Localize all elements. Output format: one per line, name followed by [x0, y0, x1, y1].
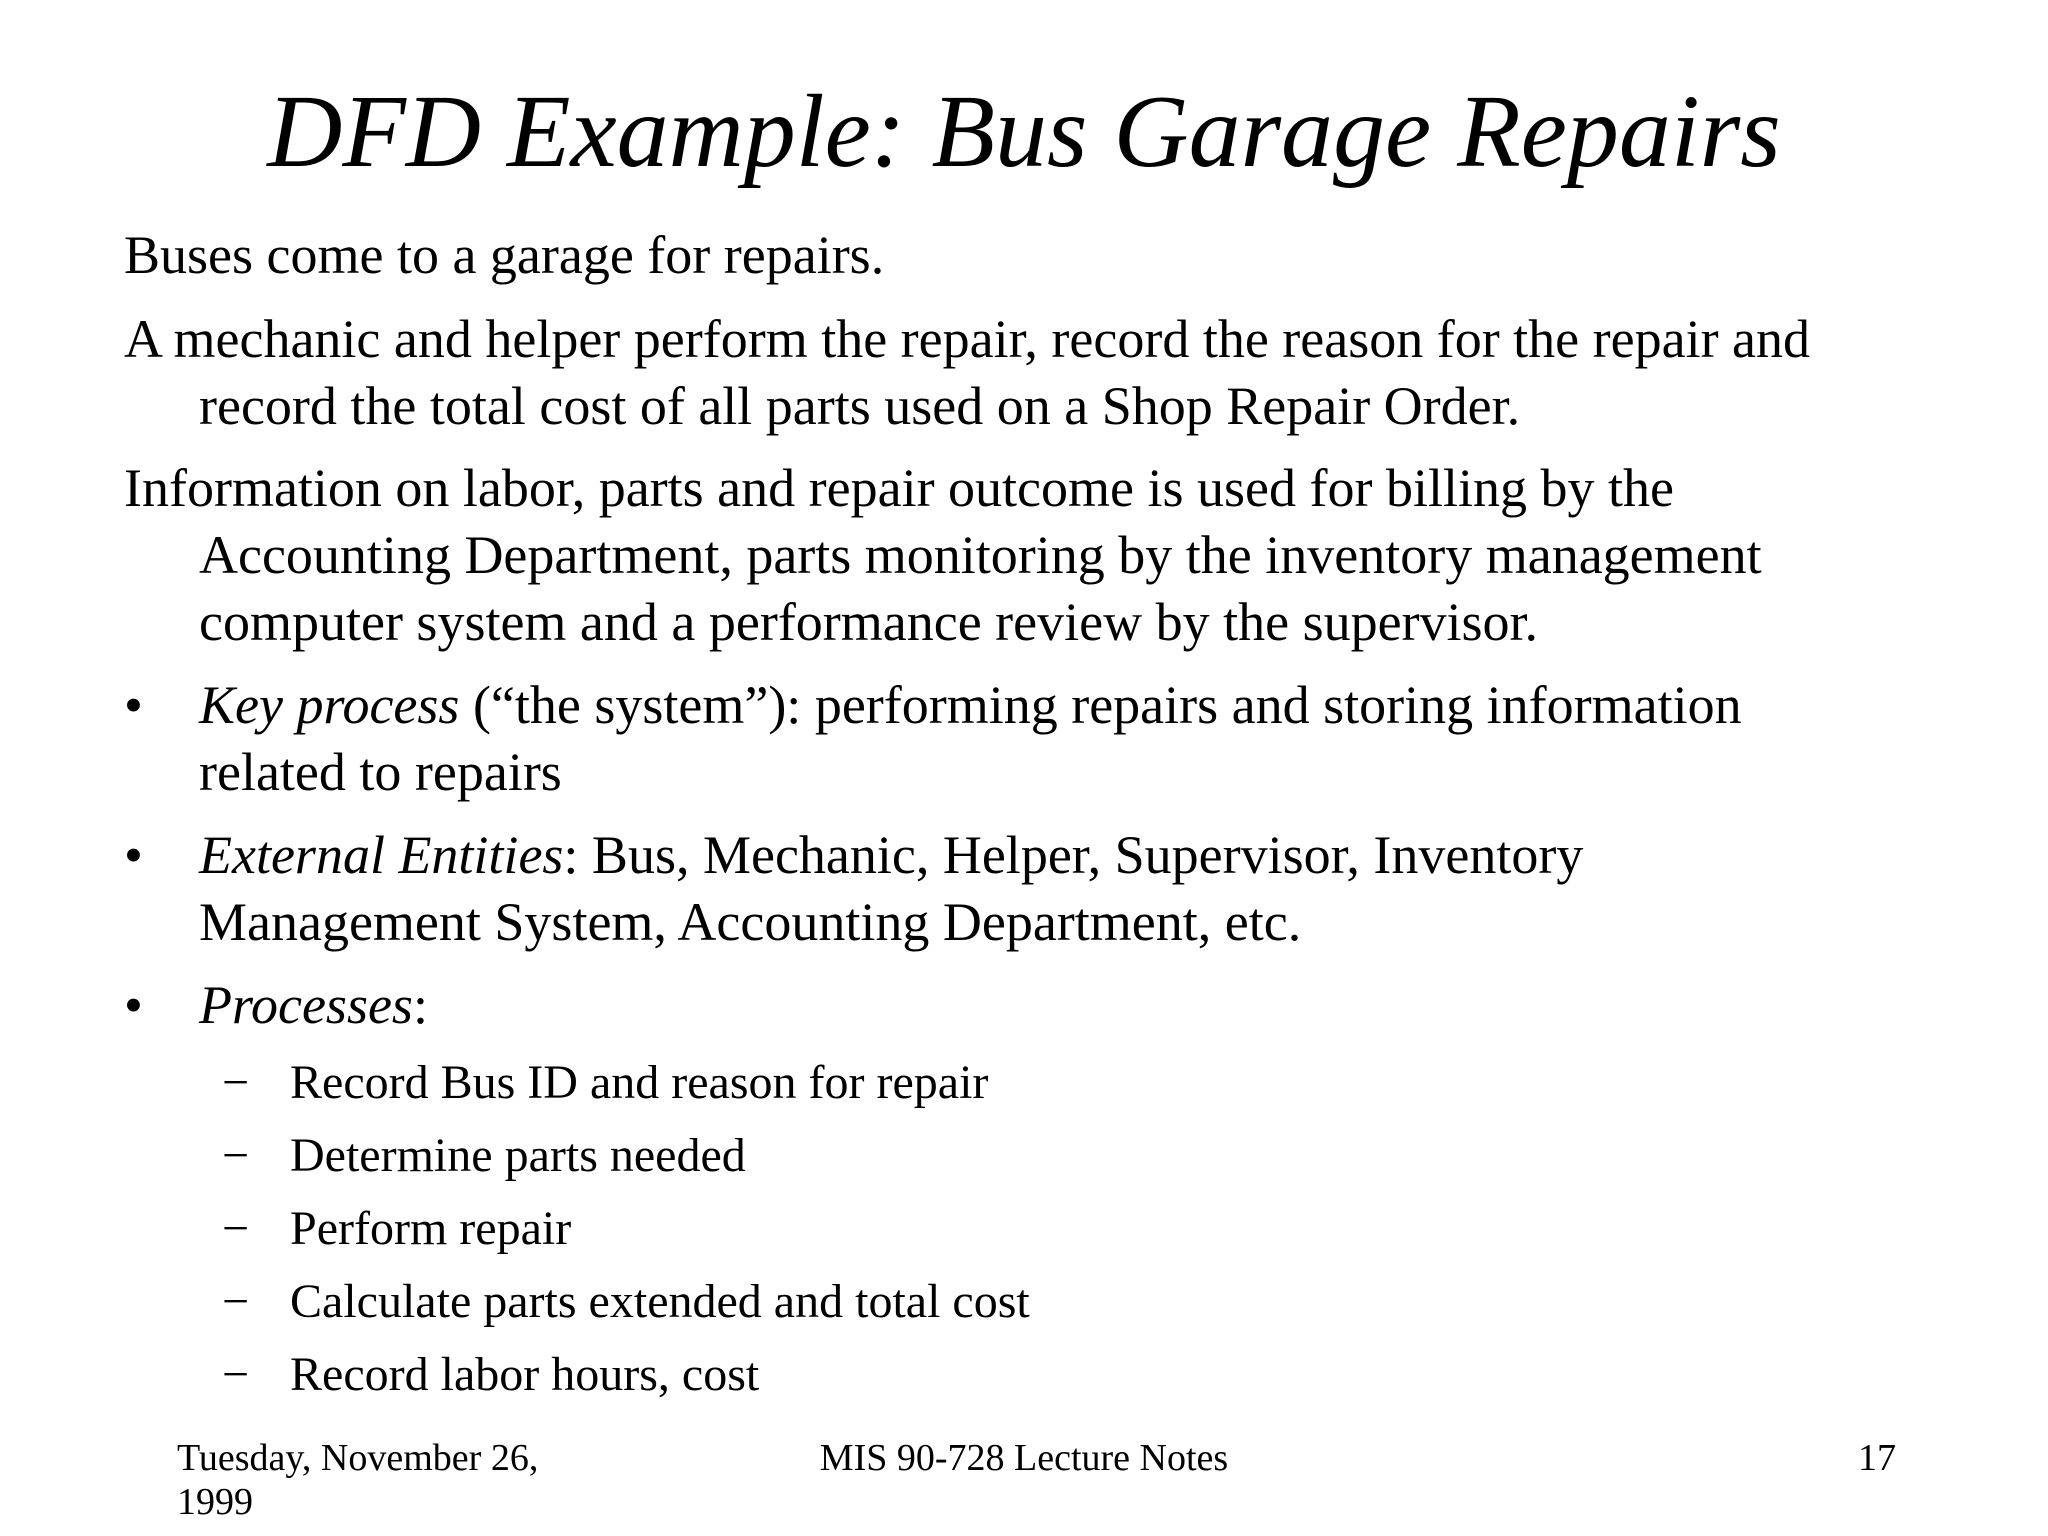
sub-item-record-bus-id — [222, 1053, 988, 1113]
dash-icon: − — [222, 1056, 250, 1109]
footer-date-line2: 1999 — [177, 1481, 253, 1523]
paragraph-line: Accounting Department, parts monitoring by the inventory management — [199, 525, 1762, 585]
slide-title: DFD Example: Bus Garage Repairs — [267, 74, 1781, 189]
bullet-icon: • — [124, 825, 143, 885]
paragraph-information-usage — [124, 455, 1944, 656]
footer-course: MIS 90-728 Lecture Notes — [819, 1437, 1229, 1479]
bullet-term: External Entities — [199, 825, 564, 885]
bullet-line1-rest: (“the system”): performing repairs and storing information — [459, 675, 1742, 735]
paragraph-buses-repairs — [124, 222, 1944, 289]
dash-icon: − — [222, 1202, 250, 1255]
footer-date-line1: Tuesday, November 26, — [177, 1437, 539, 1479]
bullet-text — [199, 822, 1944, 956]
paragraph-line: Information on labor, parts and repair outcome is used for billing by the — [124, 458, 1674, 518]
sub-item-determine-parts — [222, 1126, 746, 1186]
sub-item-record-labor — [222, 1345, 759, 1405]
bullet-line — [199, 972, 1944, 1039]
bullet-term: Processes — [199, 975, 413, 1035]
sub-item-text: Perform repair — [290, 1202, 572, 1255]
bullet-text — [199, 672, 1944, 806]
sub-item-calculate-cost — [222, 1272, 1030, 1332]
sub-item-text: Record Bus ID and reason for repair — [290, 1056, 989, 1109]
paragraph-line: computer system and a performance review by the supervisor. — [199, 592, 1539, 652]
bullet-term: Key process — [199, 675, 460, 735]
bullet-key-process — [124, 672, 1944, 806]
dash-icon: − — [222, 1129, 250, 1182]
bullet-icon: • — [124, 975, 143, 1035]
sub-item-text: Determine parts needed — [290, 1129, 746, 1182]
paragraph-line: A mechanic and helper perform the repair, record the reason for the repair and — [124, 309, 1811, 369]
paragraph-line: record the total cost of all parts used on a Shop Repair Order. — [199, 376, 1521, 436]
sub-item-perform-repair — [222, 1199, 571, 1259]
bullet-text — [199, 972, 1944, 1039]
bullet-line1-rest: : Bus, Mechanic, Helper, Supervisor, Inventory — [563, 825, 1584, 885]
bullet-line2: Management System, Accounting Department, etc. — [199, 892, 1302, 952]
page-number: 17 — [1858, 1437, 1896, 1479]
bullet-icon: • — [124, 675, 143, 735]
dash-icon: − — [222, 1275, 250, 1328]
bullet-line — [199, 672, 1944, 739]
sub-item-text: Calculate parts extended and total cost — [290, 1275, 1030, 1328]
sub-item-text: Record labor hours, cost — [290, 1348, 760, 1401]
paragraph-line: Buses come to a garage for repairs. — [124, 225, 885, 285]
bullet-line2: related to repairs — [199, 742, 562, 802]
bullet-line1-rest: : — [412, 975, 428, 1035]
bullet-processes — [124, 972, 1944, 1039]
paragraph-mechanic-helper — [124, 306, 1944, 440]
bullet-external-entities — [124, 822, 1944, 956]
dash-icon: − — [222, 1348, 250, 1401]
bullet-line — [199, 822, 1944, 889]
footer-date — [177, 1436, 538, 1524]
